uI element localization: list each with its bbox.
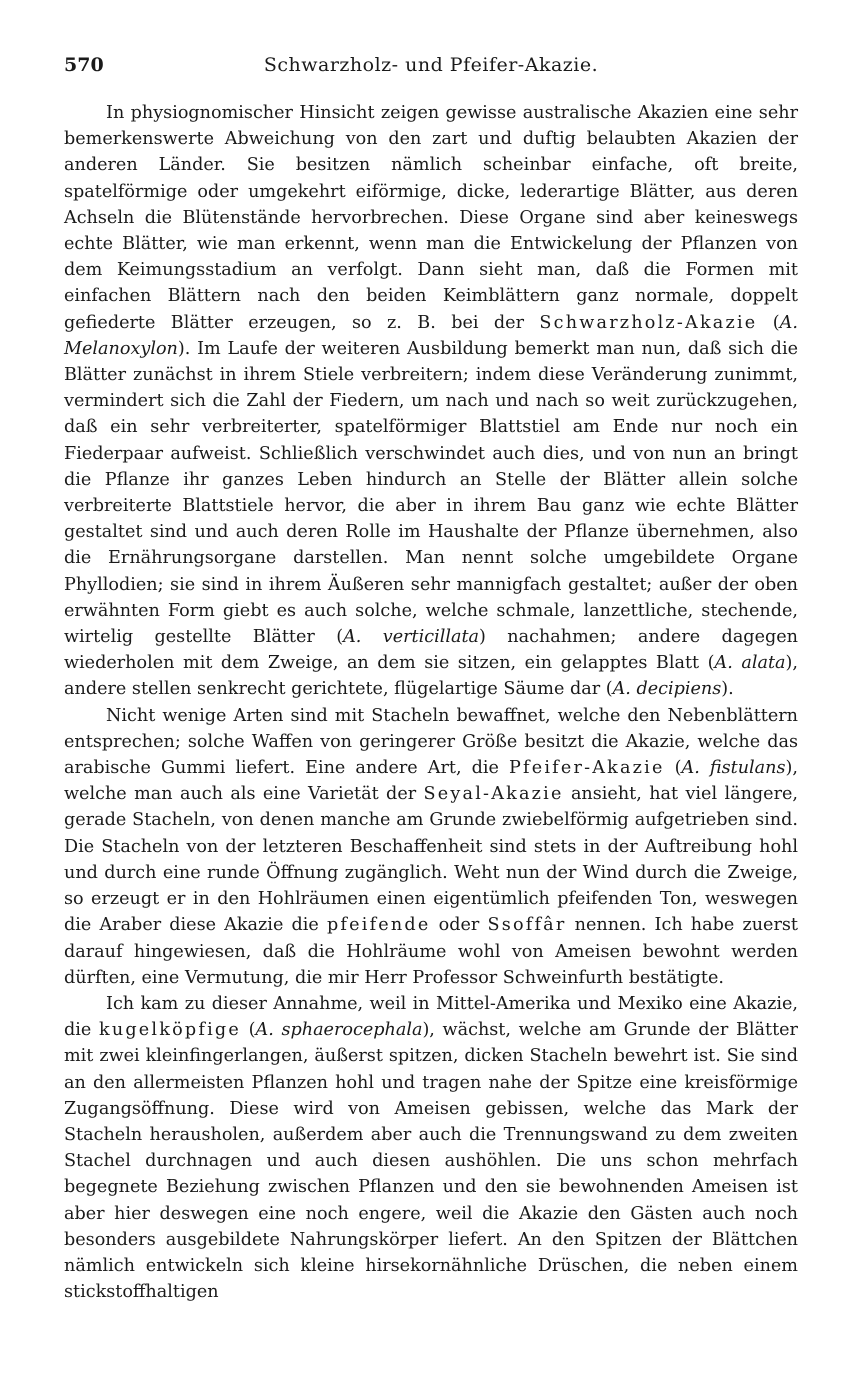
species-name: A. sphaerocephala	[255, 1020, 423, 1041]
species-name: A. alata	[714, 653, 786, 674]
spaced-term: Schwarzholz-Akazie	[539, 312, 758, 333]
text-run: oder	[430, 915, 488, 936]
text-run: ), welche man auch als eine Varietät der	[64, 758, 798, 805]
text-run: (	[664, 758, 682, 779]
text-run: nennen. Ich habe zuerst darauf hingewiesen, daß die Hohlräume wohl von Ameisen bewohnt werden dürften, eine Vermutung, die mir Herr Professor Schweinfurth bestätigte.	[64, 915, 798, 988]
text-run: ).	[721, 679, 734, 700]
text-run: Ich kam zu dieser Annahme, weil in Mittel-Amerika und Mexiko eine Akazie, die	[64, 993, 798, 1041]
paragraph	[64, 991, 798, 1305]
text-run: (	[240, 1020, 256, 1041]
paragraph	[64, 703, 798, 991]
species-name: A. decipiens	[612, 679, 722, 700]
text-run: Nicht wenige Arten sind mit Stacheln bewaffnet, welche den Nebenblättern entsprechen; solche Waffen von geringerer Größe besitzt die Akazie, welche das arabische Gummi liefert. Eine andere Art, die	[64, 705, 798, 779]
species-name: A. fistulans	[681, 758, 786, 779]
text-run: ), andere stellen senkrecht gerichtete, flügelartige Säume dar (	[64, 653, 798, 700]
spaced-term: Seyal-Akazie	[423, 784, 564, 805]
running-title: Schwarzholz- und Pfeifer-Akazie.	[263, 54, 599, 76]
spaced-term: Ssoffâr	[487, 915, 567, 936]
text-run: In physiognomischer Hinsicht zeigen gewisse australische Akazien eine sehr bemerkenswerte Abweichung von den zart und duftig belaubten Akazien der anderen Länder. Sie besitzen nämlich scheinbar einfache, oft breite, spatelförmige oder umgekehrt eiförmige, dicke, lederartige Blätter, aus deren Achseln die Blütenstände hervorbrechen. Diese Organe sind aber keineswegs echte Blätter, wie man erkennt, wenn man die Entwickelung der Pflanzen von dem Keimungsstadium an verfolgt. Dann sieht man, daß die Formen mit einfachen Blättern nach den beiden Keimblättern ganz normale, doppelt gefiederte Blätter erzeugen, so z. B. bei der	[64, 103, 798, 333]
species-name: A. verticillata	[343, 627, 480, 648]
spaced-term: Pfeifer-Akazie	[508, 758, 665, 779]
text-run: ) nachahmen; andere dagegen wiederholen mit dem Zweige, an dem sie sitzen, ein gelapptes Blatt (	[64, 627, 798, 674]
spaced-term: pfeifende	[326, 915, 431, 936]
text-run: ), wächst, welche am Grunde der Blätter mit zwei kleinfingerlangen, äußerst spitzen, dicken Stacheln bewehrt ist. Sie sind an den allermeisten Pflanzen hohl und tragen nahe der Spitze eine kreisförmige Zugangsöffnung. Diese wird von Ameisen gebissen, welche das Mark der Stacheln herausholen, außerdem aber auch die Trennungswand zu dem zweiten Stachel durchnagen und auch diesen aushöhlen. Die uns schon mehrfach begegnete Beziehung zwischen Pflanzen und den sie bewohnenden Ameisen ist aber hier deswegen eine noch engere, weil die Akazie den Gästen auch noch besonders ausgebildete Nahrungskörper liefert. An den Spitzen der Blättchen nämlich entwickeln sich kleine hirsekornähnliche Drüschen, die neben einem stickstoffhaltigen	[64, 1020, 798, 1303]
text-run: ). Im Laufe der weiteren Ausbildung bemerkt man nun, daß sich die Blätter zunächst in ihrem Stiele verbreitern; indem diese Veränderung zunimmt, vermindert sich die Zahl der Fiedern, um nach und nach so weit zurückzugehen, daß ein sehr verbreiterter, spatelförmiger Blattstiel am Ende nur noch ein Fiederpaar aufweist. Schließlich verschwindet auch dies, und von nun an bringt die Pflanze ihr ganzes Leben hindurch an Stelle der Blätter allein solche verbreiterte Blattstiele hervor, die aber in ihrem Bau ganz wie echte Blätter gestaltet sind und auch deren Rolle im Haushalte der Pflanze übernehmen, also die Ernährungsorgane darstellen. Man nennt solche umgebildete Organe Phyllodien; sie sind in ihrem Äußeren sehr mannigfach gestaltet; außer der oben erwähnten Form giebt es auch solche, welche schmale, lanzettliche, stechende, wirtelig gestellte Blätter (	[64, 338, 798, 648]
body-text	[64, 100, 798, 1305]
spaced-term: kugelköpfige	[98, 1020, 241, 1041]
page-header	[64, 54, 798, 84]
text-run: (	[757, 312, 780, 333]
species-name: A. Melanoxylon	[64, 312, 798, 359]
page-number: 570	[64, 54, 104, 76]
text-run: ansieht, hat viel längere, gerade Stacheln, von denen manche am Grunde zwiebelförmig aufgetrieben sind. Die Stacheln von der letzteren Beschaffenheit sind stets in der Auftreibung hohl und durch eine runde Öffnung zugänglich. Weht nun der Wind durch die Zweige, so erzeugt er in den Hohlräumen einen eigentümlich pfeifenden Ton, weswegen die Araber diese Akazie die	[64, 784, 798, 936]
paragraph	[64, 100, 798, 703]
